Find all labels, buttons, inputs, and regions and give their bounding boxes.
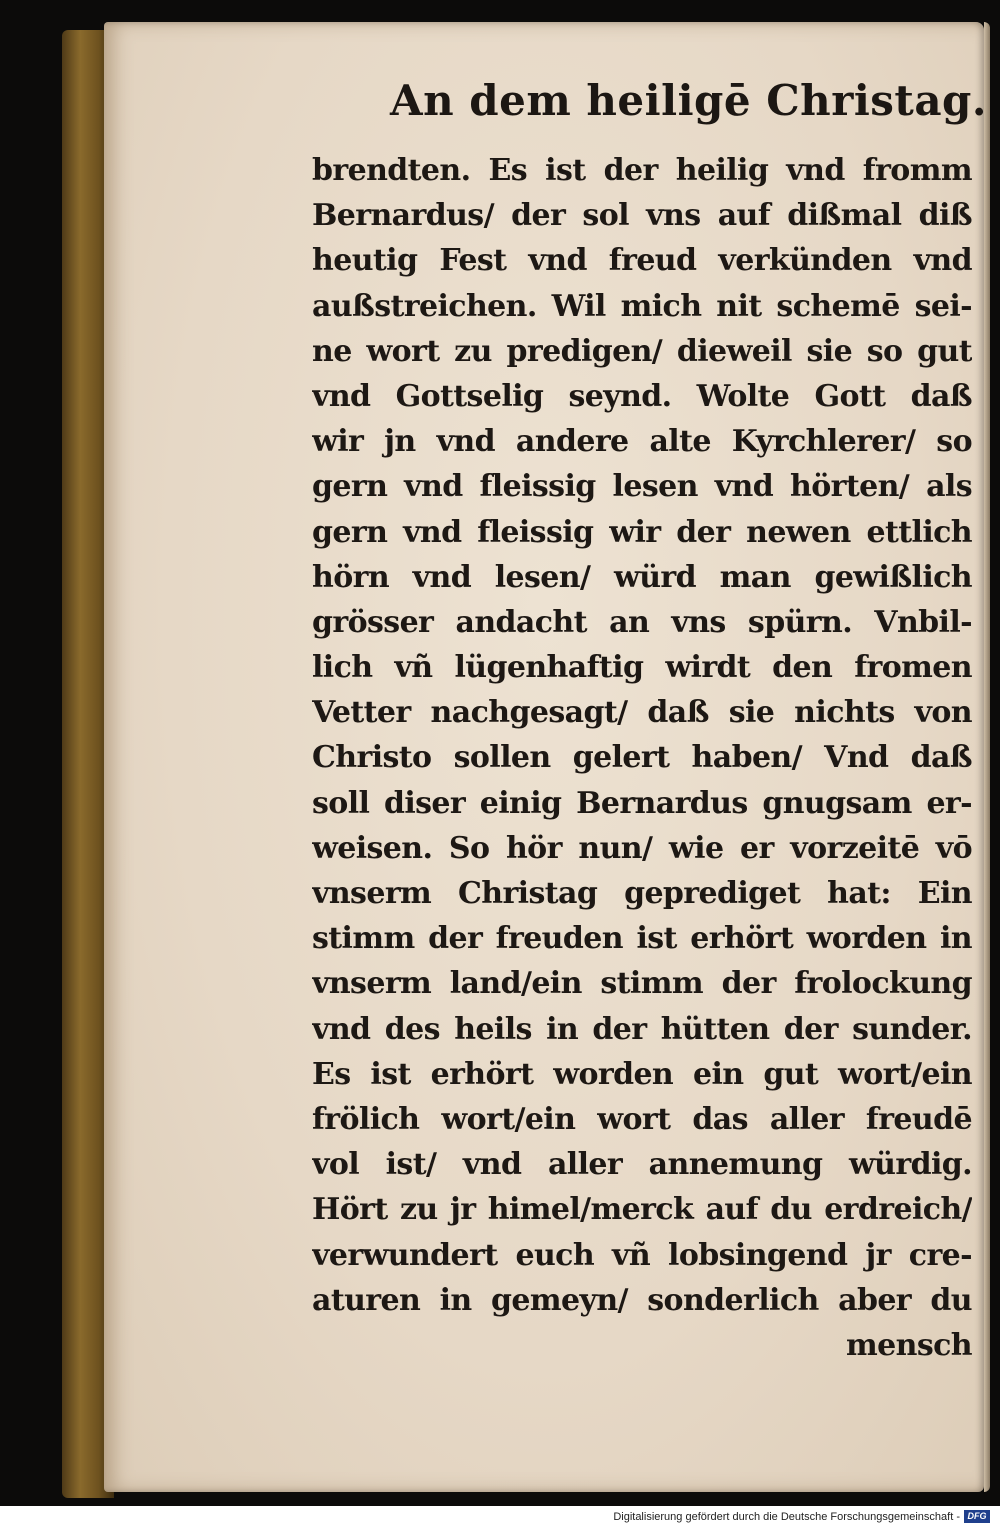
text-line: grösser andacht an vns spürn. Vnbil- (312, 604, 972, 640)
text-line: vol ist/ vnd aller annemung würdig. (312, 1147, 972, 1183)
text-line: Bernardus/ der sol vns auf dißmal diß (312, 198, 972, 234)
text-line: vnserm Christag geprediget hat: Ein (312, 876, 972, 911)
text-line: vnd des heils in der hütten der sunder. (312, 1011, 972, 1047)
text-line: gern vnd fleissig wir der newen ettlich (312, 514, 972, 550)
text-line: verwundert euch vñ lobsingend jr cre- (312, 1237, 972, 1273)
text-line: soll diser einig Bernardus gnugsam er- (312, 785, 972, 821)
text-line: vnserm land/ein stimm der frolockung (312, 966, 972, 1002)
text-line: aturen in gemeyn/ sonderlich aber du (312, 1282, 972, 1318)
text-line: wir jn vnd andere alte Kyrchlerer/ so (312, 424, 972, 460)
text-line: außstreichen. Wil mich nit schemē sei- (312, 288, 972, 324)
text-line: Vetter nachgesagt/ daß sie nichts von (312, 695, 972, 731)
text-line: Es ist erhört worden ein gut wort/ein (312, 1056, 972, 1092)
text-line: weisen. So hör nun/ wie er vorzeitē vō (312, 830, 972, 866)
text-line: vnd Gottselig seynd. Wolte Gott daß (312, 378, 972, 414)
text-line: ne wort zu predigen/ dieweil sie so gut (312, 333, 972, 369)
text-block (312, 148, 972, 1368)
text-line: gern vnd fleissig lesen vnd hörten/ als (312, 469, 972, 505)
running-head: An dem heiligē Christag. (390, 76, 988, 125)
catchword: mensch (845, 1327, 972, 1363)
text-line: frölich wort/ein wort das aller freudē (312, 1101, 972, 1137)
page-edge (984, 22, 990, 1492)
text-line: hörn vnd lesen/ würd man gewißlich (312, 559, 972, 595)
footer-bar (0, 1506, 1000, 1528)
text-line: Christo sollen gelert haben/ Vnd daß (312, 740, 972, 776)
text-line: Hört zu jr himel/merck auf du erdreich/ (312, 1192, 972, 1228)
text-line: brendten. Es ist der heilig vnd fromm (312, 153, 972, 188)
text-line: lich vñ lügenhaftig wirdt den fromen (312, 650, 972, 686)
footer-credit: Digitalisierung gefördert durch die Deutsche Forschungsgemeinschaft - (613, 1511, 960, 1523)
text-line: heutig Fest vnd freud verkünden vnd (312, 243, 972, 279)
dfg-logo[interactable]: DFG (964, 1510, 990, 1523)
text-line: stimm der freuden ist erhört worden in (312, 921, 972, 957)
